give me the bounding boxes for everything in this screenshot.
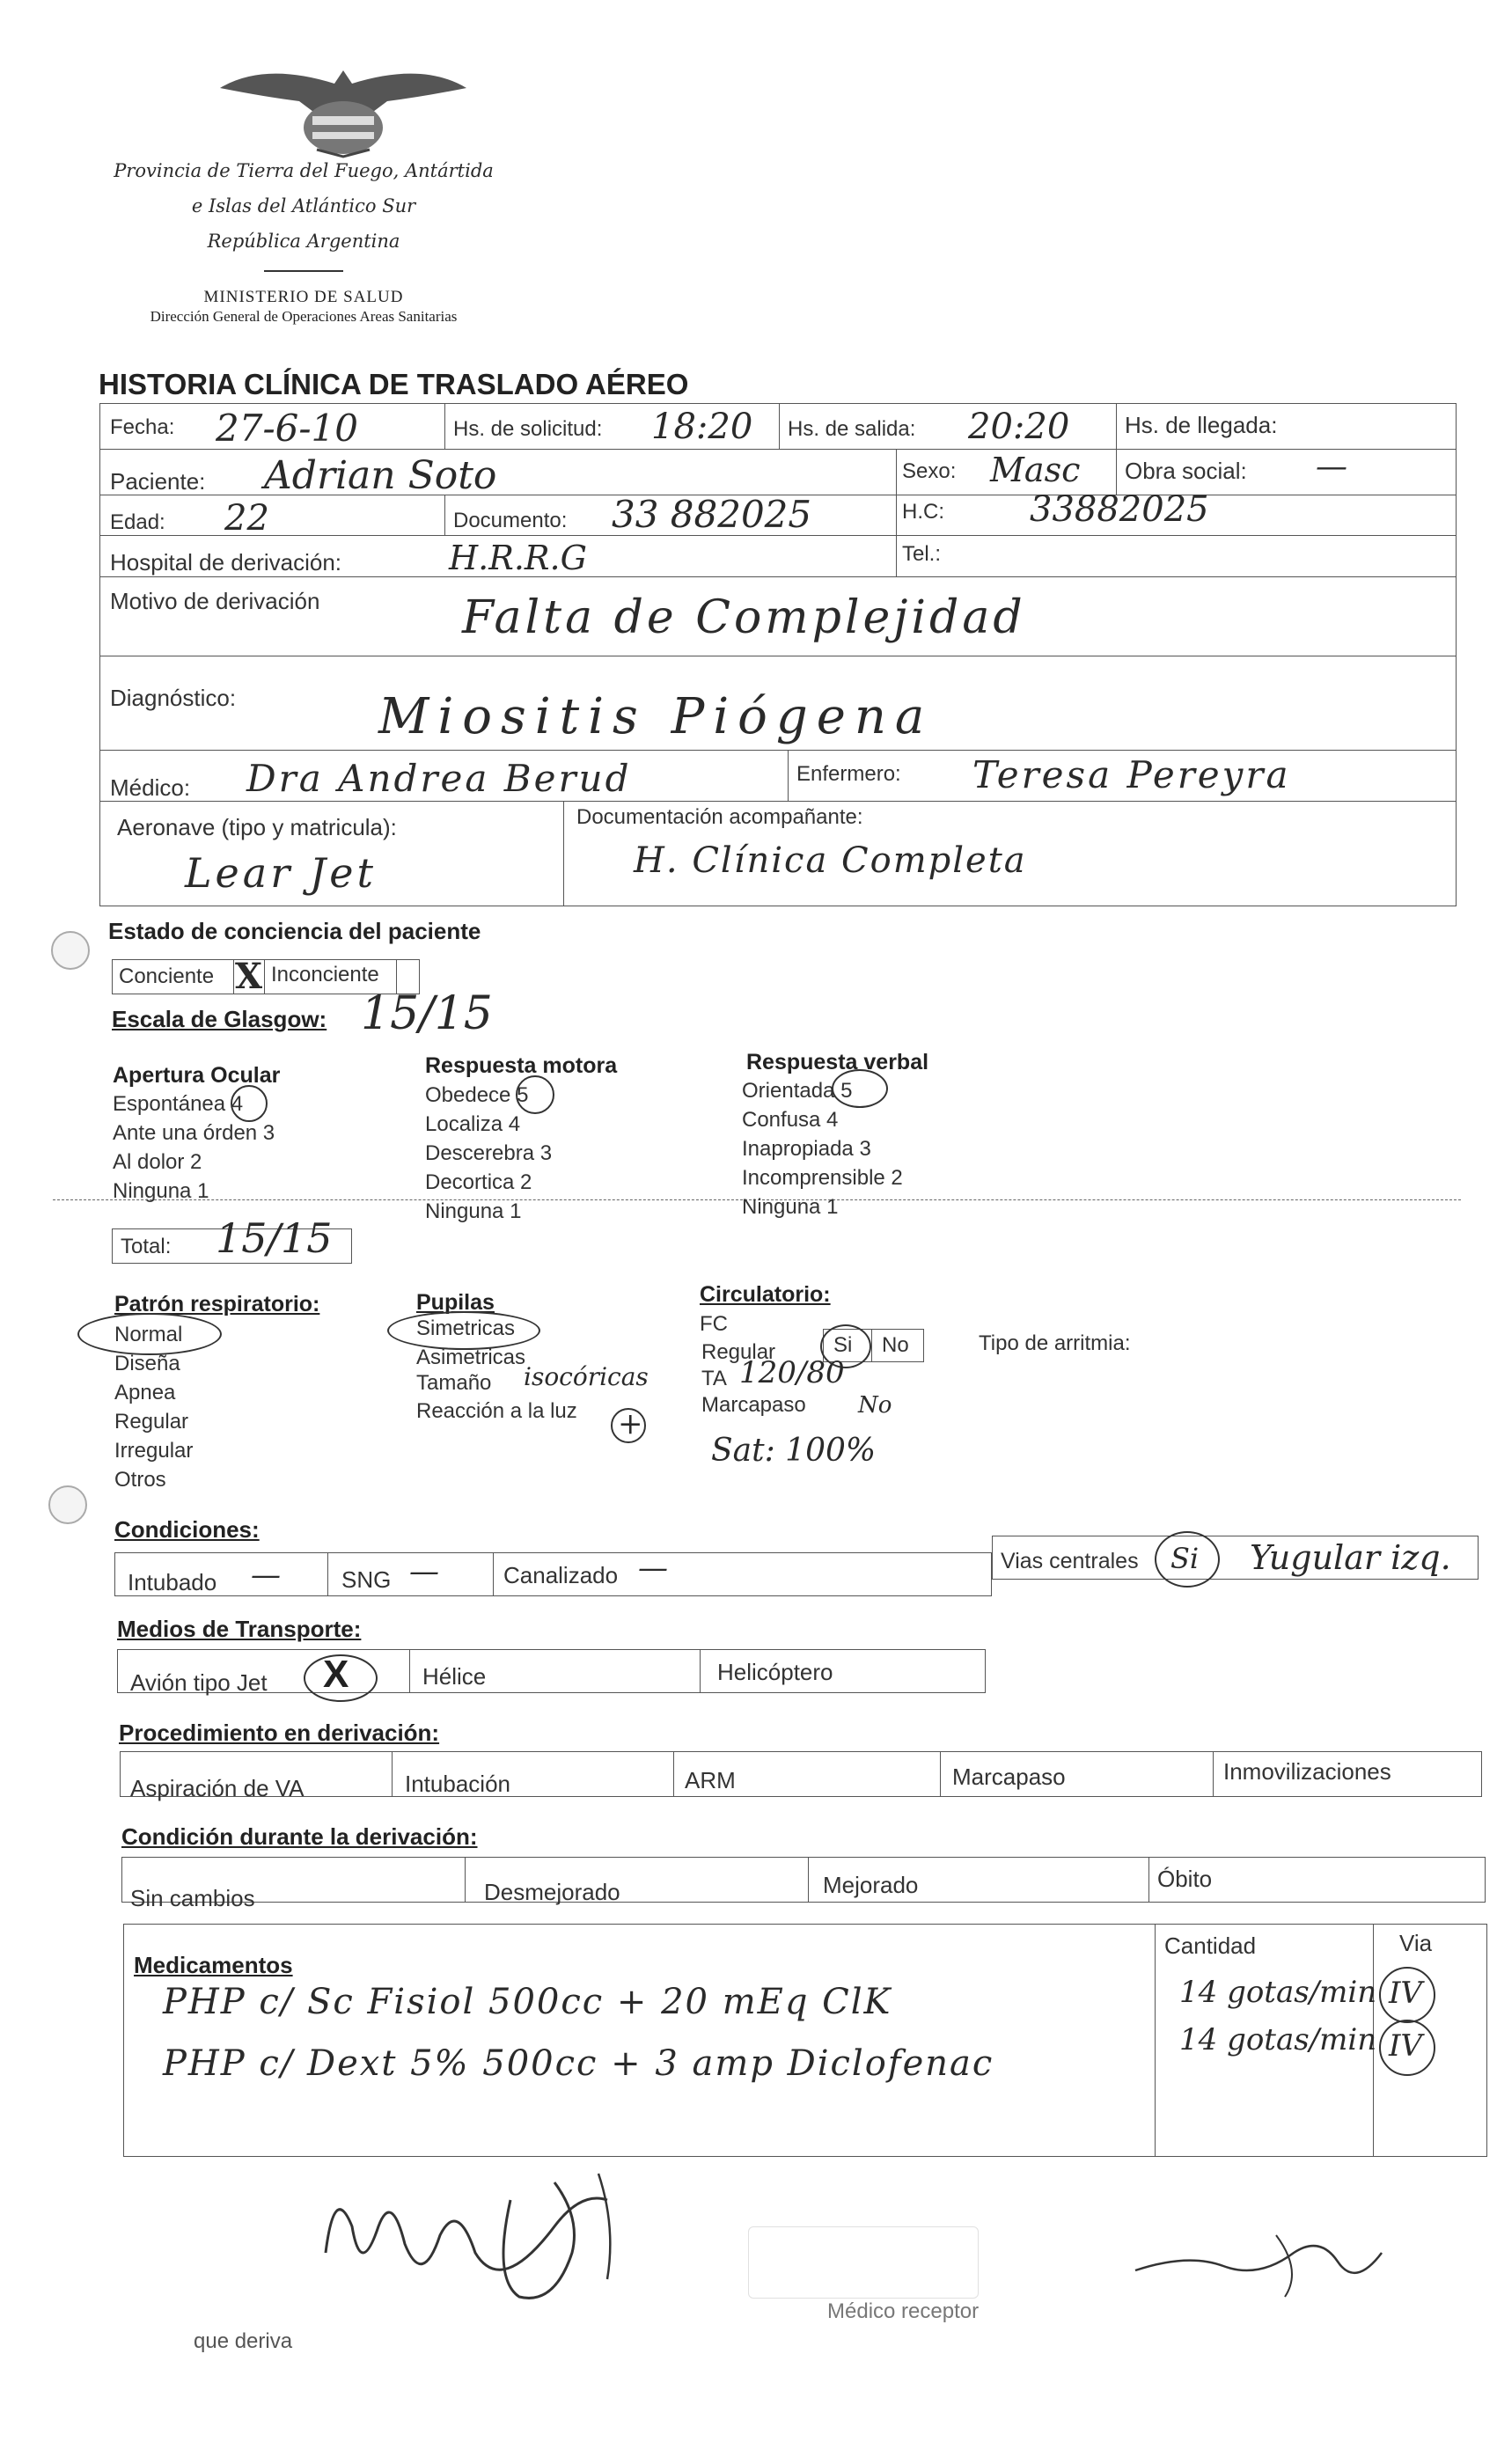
tamano-value[interactable]: isocóricas <box>524 1362 649 1391</box>
condicion-item[interactable]: Sin cambios <box>130 1885 255 1911</box>
medico-label: Médico: <box>110 774 191 801</box>
vias-mark[interactable]: Si <box>1170 1542 1200 1575</box>
signature-receptor <box>1118 2200 1399 2314</box>
marcapaso-label: Marcapaso <box>701 1393 806 1417</box>
ocular-option[interactable]: Al dolor 2 <box>113 1150 202 1174</box>
tamano-label: Tamaño <box>416 1371 492 1395</box>
cantidad-value[interactable]: 14 gotas/min <box>1179 2022 1377 2057</box>
saturacion-value[interactable]: Sat: 100% <box>711 1433 877 1469</box>
enfermero-label: Enfermero: <box>796 762 901 786</box>
hc-label: H.C: <box>902 500 944 524</box>
motora-option[interactable]: Localiza 4 <box>425 1112 521 1136</box>
punch-hole <box>51 931 90 970</box>
tel-label: Tel.: <box>902 542 942 566</box>
verbal-option[interactable]: Ninguna 1 <box>742 1195 839 1219</box>
que-deriva-label: que deriva <box>194 2329 293 2353</box>
medicamento-row[interactable]: PHP c/ Dext 5% 500cc + 3 amp Diclofenac <box>163 2043 994 2084</box>
avion-mark[interactable]: X <box>323 1653 349 1696</box>
signature-derivante <box>290 2147 713 2323</box>
inconciente-option[interactable]: Inconciente <box>271 963 379 986</box>
procedimiento-title: Procedimiento en derivación: <box>119 1720 440 1746</box>
respiratorio-option[interactable]: Otros <box>114 1468 166 1492</box>
province-line-2: e Islas del Atlántico Sur <box>191 195 416 216</box>
condicion-item[interactable]: Desmejorado <box>484 1879 620 1905</box>
vias-label: Vias centrales <box>1001 1549 1139 1573</box>
procedimiento-item[interactable]: ARM <box>685 1767 736 1793</box>
motora-option[interactable]: Obedece 5 <box>425 1083 529 1107</box>
cantidad-value[interactable]: 14 gotas/min <box>1179 1975 1377 2010</box>
diagnostico-value[interactable]: Miositis Piógena <box>378 688 934 745</box>
total-label: Total: <box>121 1235 172 1258</box>
regular-si[interactable]: Si <box>833 1333 853 1357</box>
vias-value[interactable]: Yugular izq. <box>1250 1538 1451 1577</box>
diagnostico-label: Diagnóstico: <box>110 685 237 711</box>
reaccion-label: Reacción a la luz <box>416 1399 577 1423</box>
punch-hole <box>48 1485 87 1524</box>
hs-solicitud-label: Hs. de solicitud: <box>453 417 603 441</box>
aeronave-label: Aeronave (tipo y matricula): <box>117 814 397 840</box>
aeronave-value[interactable]: Lear Jet <box>185 849 377 897</box>
verbal-selection-circle <box>832 1069 888 1108</box>
motora-selection-circle <box>516 1075 554 1114</box>
glasgow-value[interactable]: 15/15 <box>361 987 493 1040</box>
transporte-title: Medios de Transporte: <box>117 1616 362 1642</box>
canalizado-value[interactable]: — <box>638 1551 668 1586</box>
procedimiento-item[interactable]: Inmovilizaciones <box>1223 1758 1391 1785</box>
condicion-item[interactable]: Óbito <box>1157 1866 1213 1892</box>
province-line-3: República Argentina <box>207 231 400 252</box>
respiratorio-title: Patrón respiratorio: <box>114 1292 320 1316</box>
intubado-label: Intubado <box>128 1569 217 1595</box>
ministry-title: MINISTERIO DE SALUD <box>203 288 404 306</box>
ocular-title: Apertura Ocular <box>113 1063 281 1088</box>
motora-option[interactable]: Descerebra 3 <box>425 1141 553 1165</box>
marcapaso-value[interactable]: No <box>858 1392 892 1419</box>
glasgow-label: Escala de Glasgow: <box>112 1006 327 1032</box>
sng-value[interactable]: — <box>409 1554 439 1589</box>
verbal-option[interactable]: Confusa 4 <box>742 1108 839 1132</box>
hospital-value[interactable]: H.R.R.G <box>449 539 587 577</box>
motora-option[interactable]: Decortica 2 <box>425 1170 532 1194</box>
ta-label: TA <box>701 1367 727 1390</box>
motora-option[interactable]: Ninguna 1 <box>425 1199 522 1223</box>
condicion-item[interactable]: Mejorado <box>823 1872 919 1898</box>
obra-social-label: Obra social: <box>1125 458 1247 484</box>
conciencia-title: Estado de conciencia del paciente <box>108 918 481 944</box>
respiratorio-option[interactable]: Diseña <box>114 1352 180 1375</box>
direction-subtitle: Dirección General de Operaciones Areas Sanitarias <box>150 308 458 325</box>
hs-salida-value[interactable]: 20:20 <box>968 407 1070 447</box>
verbal-option[interactable]: Inapropiada 3 <box>742 1137 871 1161</box>
avion-label: Avión tipo Jet <box>130 1669 268 1696</box>
medico-receptor-label: Médico receptor <box>827 2299 980 2323</box>
condicion-box <box>121 1857 1486 1903</box>
header-divider <box>264 270 343 272</box>
respiratorio-option[interactable]: Apnea <box>114 1381 176 1404</box>
documentacion-label: Documentación acompañante: <box>576 805 863 829</box>
procedimiento-item[interactable]: Intubación <box>405 1771 510 1797</box>
motora-title: Respuesta motora <box>425 1053 618 1078</box>
hs-llegada-label: Hs. de llegada: <box>1125 412 1278 438</box>
respiratorio-selection-circle <box>77 1313 222 1355</box>
province-line-1: Provincia de Tierra del Fuego, Antártida <box>114 160 494 181</box>
regular-label: Regular <box>701 1340 776 1364</box>
medico-value[interactable]: Dra Andrea Berud <box>246 757 632 800</box>
documento-value[interactable]: 33 882025 <box>612 493 812 536</box>
motivo-value[interactable]: Falta de Complejidad <box>462 591 1026 644</box>
hc-value[interactable]: 33882025 <box>1030 489 1209 530</box>
fecha-value[interactable]: 27-6-10 <box>216 407 358 450</box>
conciente-mark[interactable]: X <box>235 956 263 997</box>
pupilas-option[interactable]: Simetricas <box>416 1316 516 1340</box>
via-value[interactable]: IV <box>1389 1976 1422 2011</box>
form-title: HISTORIA CLÍNICA DE TRASLADO AÉREO <box>99 368 689 400</box>
enfermero-value[interactable]: Teresa Pereyra <box>972 753 1291 796</box>
fc-label: FC <box>700 1312 728 1336</box>
hs-solicitud-value[interactable]: 18:20 <box>651 407 753 447</box>
obra-social-value[interactable]: — <box>1316 449 1347 485</box>
verbal-title: Respuesta verbal <box>746 1050 929 1074</box>
sng-label: SNG <box>341 1566 392 1593</box>
reaccion-circle <box>611 1408 646 1443</box>
documentacion-value[interactable]: H. Clínica Completa <box>634 840 1027 881</box>
helice-label[interactable]: Hélice <box>422 1663 487 1690</box>
pupilas-selection-circle <box>387 1311 540 1350</box>
pupilas-title: Pupilas <box>416 1290 495 1315</box>
ocular-option[interactable]: Ante una órden 3 <box>113 1121 275 1145</box>
intubado-value[interactable]: — <box>251 1558 281 1593</box>
sexo-label: Sexo: <box>902 459 957 483</box>
canalizado-label: Canalizado <box>503 1562 619 1588</box>
verbal-option[interactable]: Incomprensible 2 <box>742 1166 903 1190</box>
medicamentos-title: Medicamentos <box>134 1952 293 1978</box>
regular-no[interactable]: No <box>882 1333 909 1357</box>
arritmia-label: Tipo de arritmia: <box>979 1331 1131 1355</box>
paciente-label: Paciente: <box>110 468 206 495</box>
paciente-value[interactable]: Adrian Soto <box>264 453 497 498</box>
documento-label: Documento: <box>453 509 568 532</box>
helicoptero-label[interactable]: Helicóptero <box>717 1659 833 1685</box>
total-value[interactable]: 15/15 <box>216 1214 333 1262</box>
cantidad-header: Cantidad <box>1164 1932 1257 1959</box>
ocular-option[interactable]: Espontánea 4 <box>113 1092 244 1116</box>
edad-value[interactable]: 22 <box>224 498 269 539</box>
procedimiento-item[interactable]: Aspiración de VA <box>130 1775 305 1801</box>
via-value[interactable]: IV <box>1389 2028 1422 2064</box>
respiratorio-option[interactable]: Irregular <box>114 1439 194 1463</box>
sexo-value[interactable]: Masc <box>990 451 1081 489</box>
circulatorio-title: Circulatorio: <box>700 1282 831 1307</box>
edad-label: Edad: <box>110 510 165 534</box>
medicamento-row[interactable]: PHP c/ Sc Fisiol 500cc + 20 mEq ClK <box>163 1982 892 2022</box>
doctor-stamp <box>748 2226 979 2299</box>
fecha-label: Fecha: <box>110 415 175 439</box>
ocular-selection-circle <box>231 1085 268 1122</box>
conciente-option[interactable]: Conciente <box>119 964 215 988</box>
verbal-option[interactable]: Orientada 5 <box>742 1079 853 1103</box>
respiratorio-option[interactable]: Regular <box>114 1410 189 1434</box>
pupilas-option[interactable]: Asimetricas <box>416 1346 526 1369</box>
condiciones-title: Condiciones: <box>114 1516 260 1543</box>
motivo-label: Motivo de derivación <box>110 588 320 614</box>
ocular-option[interactable]: Ninguna 1 <box>113 1179 209 1203</box>
hospital-label: Hospital de derivación: <box>110 549 342 576</box>
condicion-title: Condición durante la derivación: <box>121 1823 478 1850</box>
procedimiento-item[interactable]: Marcapaso <box>952 1764 1066 1790</box>
reaccion-value[interactable]: + <box>618 1406 643 1441</box>
coat-of-arms-logo <box>211 62 475 158</box>
via-header: Via <box>1399 1930 1433 1956</box>
ta-value[interactable]: 120/80 <box>739 1355 845 1390</box>
respiratorio-option[interactable]: Normal <box>114 1323 183 1346</box>
hs-salida-label: Hs. de salida: <box>788 417 916 441</box>
